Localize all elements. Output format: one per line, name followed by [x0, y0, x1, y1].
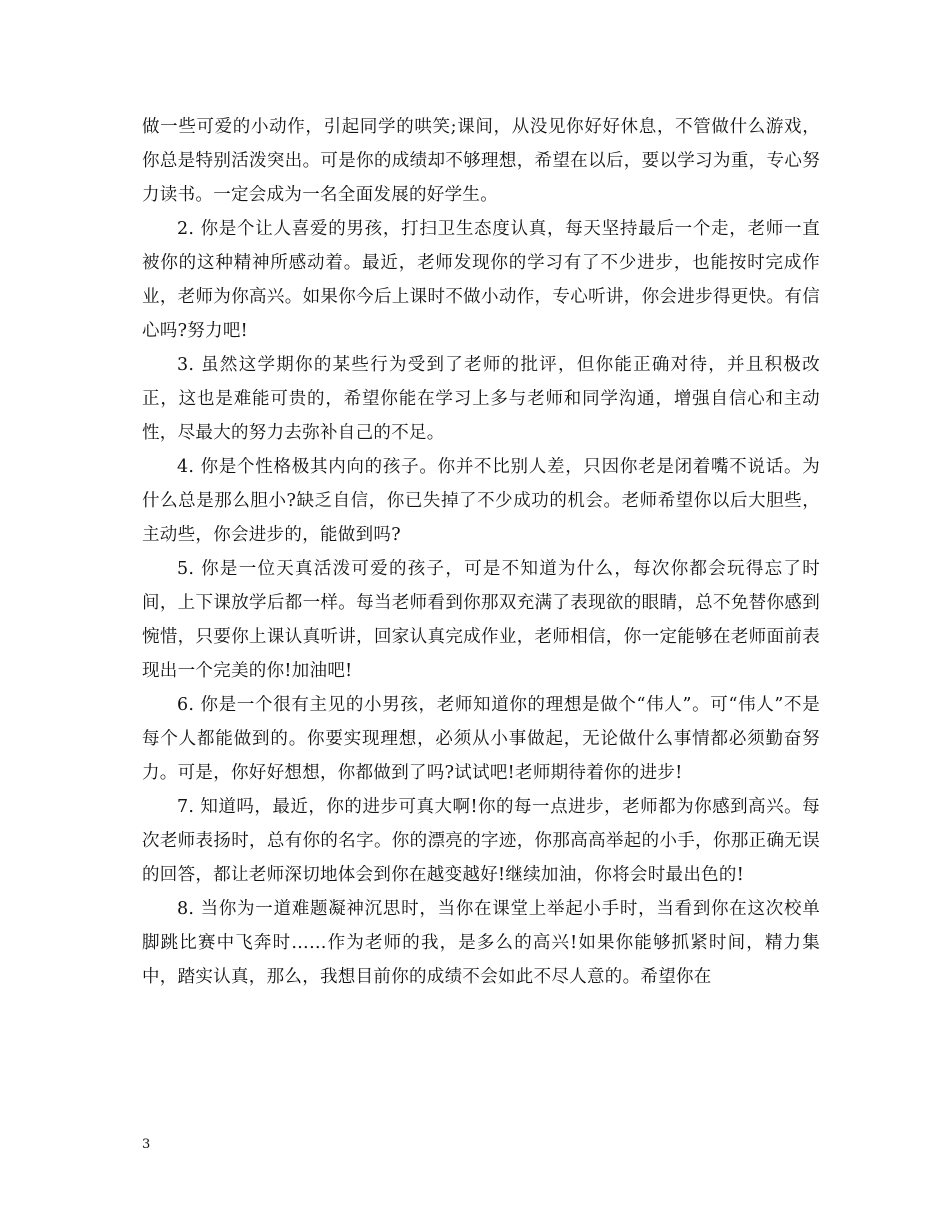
paragraph-item-8: 8. 当你为一道难题凝神沉思时，当你在课堂上举起小手时，当看到你在这次校单脚跳比赛中飞奔时……作为老师的我，是多么的高兴!如果你能够抓紧时间，精力集中，踏实认真，那么，我想目前你的成绩不会如此不尽人意的。希望你在	[142, 899, 820, 987]
paragraph-continuation: 做一些可爱的小动作，引起同学的哄笑;课间，从没见你好好休息，不管做什么游戏，你总是特别活泼突出。可是你的成绩却不够理想，希望在以后，要以学习为重，专心努力读书。一定会成为一名全面发展的好学生。	[142, 117, 820, 205]
paragraph-item-5: 5. 你是一位天真活泼可爱的孩子，可是不知道为什么，每次你都会玩得忘了时间，上下课放学后都一样。每当老师看到你那双充满了表现欲的眼睛，总不免替你感到惋惜，只要你上课认真听讲，回家认真完成作业，老师相信，你一定能够在老师面前表现出一个完美的你!加油吧!	[142, 559, 820, 681]
paragraph-item-4: 4. 你是个性格极其内向的孩子。你并不比别人差，只因你老是闭着嘴不说话。为什么总是那么胆小?缺乏自信，你已失掉了不少成功的机会。老师希望你以后大胆些，主动些，你会进步的，能做到吗?	[142, 457, 820, 545]
page-number: 3	[142, 1137, 151, 1152]
paragraph-item-6: 6. 你是一个很有主见的小男孩，老师知道你的理想是做个“伟人”。可“伟人”不是每个人都能做到的。你要实现理想，必须从小事做起，无论做什么事情都必须勤奋努力。可是，你好好想想，你都做到了吗?试试吧!老师期待着你的进步!	[142, 695, 820, 783]
document-body	[142, 110, 820, 994]
paragraph-item-7: 7. 知道吗，最近，你的进步可真大啊!你的每一点进步，老师都为你感到高兴。每次老师表扬时，总有你的名字。你的漂亮的字迹，你那高高举起的小手，你那正确无误的回答，都让老师深切地体会到你在越变越好!继续加油，你将会时最出色的!	[142, 797, 820, 885]
paragraph-item-3: 3. 虽然这学期你的某些行为受到了老师的批评，但你能正确对待，并且积极改正，这也是难能可贵的，希望你能在学习上多与老师和同学沟通，增强自信心和主动性，尽最大的努力去弥补自己的不足。	[142, 355, 820, 443]
paragraph-item-2: 2. 你是个让人喜爱的男孩，打扫卫生态度认真，每天坚持最后一个走，老师一直被你的这种精神所感动着。最近，老师发现你的学习有了不少进步，也能按时完成作业，老师为你高兴。如果你今后上课时不做小动作，专心听讲，你会进步得更快。有信心吗?努力吧!	[142, 219, 820, 341]
